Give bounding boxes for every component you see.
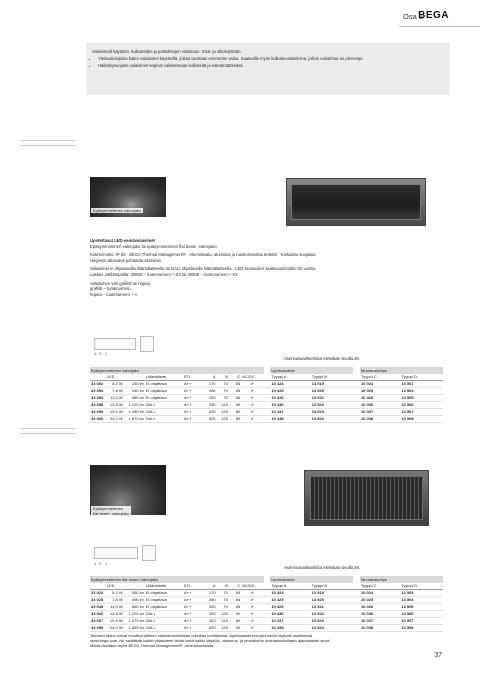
cell-ctl: Ei ohjattava — [145, 388, 183, 395]
header-rule — [399, 26, 480, 27]
cell-td: 13 508 — [400, 416, 443, 423]
cell-w: 7,8 W — [106, 388, 124, 395]
cell-etl: A++ — [183, 416, 201, 423]
cell-w: 5,2 W — [106, 590, 124, 597]
cell-w: 7,8 W — [106, 597, 124, 604]
cell-td: 13 505 — [400, 604, 443, 611]
cell-w: 19,5 W — [106, 409, 124, 416]
cell-td: 13 507 — [400, 409, 443, 416]
cell-b: 70 — [217, 388, 229, 395]
cell-ta: 10 437 — [270, 409, 310, 416]
margin-rule — [20, 140, 76, 141]
cell-td: 13 504 — [400, 597, 443, 604]
cell-lm: 1 480 lm — [124, 409, 145, 416]
cell-acdc: ✔ — [241, 388, 264, 395]
cell-w: 24,0 W — [106, 416, 124, 423]
cell-b: 125 — [217, 618, 229, 625]
electrical-text: Valaisimet ei ohjattavalla liitäntälaitteella tai DALI ohjattavalla liitäntälaitteella · LED-moduulien saatavuus/vaihto 20 vuotta. Lasken värilämpötila: 3000K – tuotenumero + K3 tai 4000K – tuotenumero + K4 — [90, 266, 317, 277]
cell-ctl: Ei ohjattava — [145, 395, 183, 402]
cell-c: 65 — [229, 604, 241, 611]
table-row — [90, 395, 443, 402]
cell-etl: A++ — [183, 395, 201, 402]
cell-no: 33 055 — [90, 395, 106, 402]
cell-ta: 10 438 — [270, 416, 310, 423]
table-row — [90, 590, 443, 597]
cell-no: 33 054 — [90, 388, 106, 395]
column-header: C — [229, 583, 241, 590]
cell-w: 11,0 W — [106, 604, 124, 611]
column-header: A — [201, 583, 217, 590]
cell-b: 125 — [217, 611, 229, 618]
margin-rule — [20, 145, 76, 146]
cell-lm: 1 870 lm — [124, 416, 145, 423]
cell-no: 33 052 — [90, 381, 106, 388]
cell-acdc: ✔ — [241, 395, 264, 402]
cell-no: 33 023 — [90, 590, 106, 597]
cell-c: 90 — [229, 611, 241, 618]
column-header: Tyyppi A — [270, 374, 310, 381]
column-header: Tyyppi D — [400, 583, 443, 590]
cell-acdc: ✔ — [241, 625, 263, 632]
dimension-markers: A · B · C — [94, 562, 108, 566]
cell-tb: 13 521 — [311, 395, 354, 402]
column-header: B — [217, 374, 229, 381]
cell-b: 70 — [217, 590, 229, 597]
photo-caption-line: flat beam -valonjako — [93, 511, 129, 516]
cell-ctl: Ei ohjattava — [145, 381, 183, 388]
table-row — [90, 381, 443, 388]
cell-b: 70 — [217, 604, 229, 611]
photo-caption: Epäsymmetrinen valonjako — [93, 208, 142, 213]
cell-td: 13 508 — [400, 625, 443, 632]
cell-tb: 13 522 — [311, 402, 354, 409]
materials-text: Kotelo/runko: IP 65 · BEGA Thermal Management® · Alumiinivalu, alumiinia ja ruostumatonta terästä · Karkaistu suojalasi. Heijastin alkovalus puhdasta alumiinia — [90, 252, 317, 263]
cell-tb: 13 523 — [311, 618, 354, 625]
cell-tc: 10 037 — [360, 409, 400, 416]
cell-c: 65 — [229, 388, 241, 395]
column-header: Tyyppi B — [311, 583, 354, 590]
cell-td: 13 507 — [400, 618, 443, 625]
cell-tc: 10 024 — [360, 381, 400, 388]
cell-lm: 495 lm — [124, 597, 145, 604]
cell-td: 13 502 — [400, 381, 443, 388]
cell-ctl: DALI — [145, 402, 183, 409]
cell-lm: 1 855 lm — [124, 625, 145, 632]
cell-tb: 13 520 — [311, 597, 354, 604]
cell-a: 260 — [201, 388, 217, 395]
cell-lm: 1 100 lm — [124, 402, 145, 409]
product-title: Upotettavat LED-seinävalaisimet — [90, 238, 155, 243]
cell-lm: 660 lm — [124, 604, 145, 611]
cell-tc: 10 038 — [360, 625, 400, 632]
cell-acdc: ✔ — [241, 416, 264, 423]
cell-a: 520 — [201, 416, 217, 423]
cell-ta: 10 425 — [270, 597, 310, 604]
cell-tc: 10 026 — [360, 604, 400, 611]
cell-b: 125 — [217, 416, 229, 423]
cell-acdc: ✔ — [241, 597, 263, 604]
cell-c: 80 — [229, 409, 241, 416]
cell-ta: 10 438 — [270, 625, 310, 632]
table-title: Epäsymmetrinen flat beam -valonjako — [90, 576, 264, 583]
cell-etl: A++ — [183, 625, 201, 632]
intro-bullet: • Häikäisysuojatut valaisimet sopivat valaisemaan kulkuteitä ja esteämättömästi. — [98, 63, 446, 69]
cell-tc: 10 037 — [360, 618, 400, 625]
cell-a: 520 — [201, 625, 217, 632]
footer-note: Tekniset tiedot voivat muuttua laitteen valmistustekniikan teknikan kehittyessä. Ajantasaiset tekniset tiedot löytyvät osoitteesta www.bega.com. Ne sisältävät kaikki valaisimen tiedot sekä kaikki käyttöä-, asennus- ja ympäristön ominaisuuksiltaan ajantasaiset arvot. Mikäli tarvitaan myös BEGA Thermal Management® -ominaisuuksista. — [90, 633, 331, 649]
cell-ctl: Ei ohjattava — [145, 597, 183, 604]
cell-etl: A++ — [183, 597, 201, 604]
front-drawing — [94, 338, 136, 350]
column-header: A — [201, 374, 217, 381]
cell-lm: 1 225 lm — [124, 611, 145, 618]
column-header: Tyyppi A — [270, 583, 310, 590]
cell-etl: A++ — [183, 402, 201, 409]
table-row — [90, 604, 443, 611]
cell-tc: 10 025 — [360, 388, 400, 395]
table-row — [90, 416, 443, 423]
cell-acdc: ✔ — [241, 409, 264, 416]
cell-ctl: DALI — [145, 611, 183, 618]
column-header: ETL — [183, 374, 201, 381]
cell-no: 33 060 — [90, 416, 106, 423]
cell-tb: 13 522 — [311, 611, 354, 618]
product-image — [286, 178, 426, 226]
cell-c: 65 — [229, 597, 241, 604]
cell-ctl: Ei ohjattava — [145, 604, 183, 611]
cell-b: 125 — [217, 409, 229, 416]
column-header: Tyyppi C — [360, 583, 400, 590]
table-title: Epäsymmetrinen valonjako — [90, 367, 264, 374]
cell-a: 330 — [201, 611, 217, 618]
cell-a: 420 — [201, 618, 217, 625]
cell-w: 14,8 W — [106, 611, 124, 618]
cell-ta: 10 424 — [270, 590, 310, 597]
cell-tc: 10 036 — [360, 611, 400, 618]
cell-tc: 10 038 — [360, 416, 400, 423]
table-row — [90, 402, 443, 409]
cell-a: 260 — [201, 597, 217, 604]
cell-acdc: ✔ — [241, 618, 263, 625]
cell-ta: 10 425 — [270, 388, 310, 395]
cell-a: 170 — [201, 590, 217, 597]
cell-a: 330 — [201, 402, 217, 409]
cell-b: 70 — [217, 395, 229, 402]
colors-label: Valaisimen väri grafiitti tai hopea — [90, 280, 150, 286]
cell-td: 13 506 — [400, 611, 443, 618]
column-header: Tyyppi D — [400, 374, 443, 381]
cell-ctl: Ei ohjattava — [145, 590, 183, 597]
cell-acdc: ✔ — [241, 611, 263, 618]
cell-b: 125 — [217, 402, 229, 409]
cell-b: 70 — [217, 381, 229, 388]
cell-tc: 10 025 — [360, 597, 400, 604]
cell-etl: A++ — [183, 618, 201, 625]
column-header: B — [217, 583, 229, 590]
cell-acdc: ✔ — [241, 590, 263, 597]
cell-c: 90 — [229, 402, 241, 409]
intro-text: Valaisimelt käyttöön, kulkuteiden ja portaikkojen valaisuun. Sisä- ja ulkokäyttöön. — [92, 49, 242, 54]
cell-ta: 10 436 — [270, 611, 310, 618]
cell-b: 70 — [217, 597, 229, 604]
product-table — [90, 367, 443, 423]
front-drawing — [94, 547, 138, 559]
page-number: 37 — [434, 652, 442, 659]
group-header-wall: Upotuskotelo — [270, 576, 353, 583]
dimension-markers: A · B · C — [94, 352, 108, 356]
cell-ta: 10 426 — [270, 395, 310, 402]
cell-c: 65 — [229, 381, 241, 388]
cell-a: 320 — [201, 395, 217, 402]
cell-ctl: DALI — [145, 625, 183, 632]
cell-ta: 10 437 — [270, 618, 310, 625]
cell-a: 320 — [201, 604, 217, 611]
margin-rule — [20, 433, 76, 434]
cell-no: 33 028 — [90, 597, 106, 604]
group-header-wall: Upotuskotelo — [270, 367, 353, 374]
cell-acdc: ✔ — [241, 604, 263, 611]
cell-w: 5,2 W — [106, 381, 124, 388]
column-header: Tyyppi B — [311, 374, 354, 381]
table-row — [90, 388, 443, 395]
cell-w: 14,8 W — [106, 402, 124, 409]
cell-etl: A++ — [183, 388, 201, 395]
column-header: LED — [106, 583, 145, 590]
group-header-frame: Muurauskehys — [360, 367, 443, 374]
cell-tb: 13 520 — [311, 388, 354, 395]
installation-reference: Asennusvaihtoehdot esitetään sivulla 29. — [284, 565, 360, 570]
cell-lm: 1 470 lm — [124, 618, 145, 625]
cell-tb: 13 524 — [311, 625, 354, 632]
side-drawing — [142, 545, 156, 561]
margin-rule — [20, 428, 76, 429]
cell-etl: A++ — [183, 409, 201, 416]
cell-etl: A++ — [183, 604, 201, 611]
cell-tb: 13 523 — [311, 409, 354, 416]
installation-reference: Asennusvaihtoehdot esitetään sivulla 29. — [284, 356, 360, 361]
cell-etl: A++ — [183, 611, 201, 618]
cell-lm: 340 lm — [124, 388, 145, 395]
table-row — [90, 625, 443, 632]
cell-c: 65 — [229, 590, 241, 597]
cell-w: 19,5 W — [106, 618, 124, 625]
cell-tb: 13 519 — [311, 381, 354, 388]
table-row — [90, 618, 443, 625]
cell-td: 13 503 — [400, 590, 443, 597]
column-header: Liitäntälaite — [145, 374, 183, 381]
cell-tb: 13 521 — [311, 604, 354, 611]
table-row — [90, 611, 443, 618]
cell-w: 11,0 W — [106, 395, 124, 402]
cell-c: 90 — [229, 625, 241, 632]
cell-ctl: DALI — [145, 416, 183, 423]
column-header: AC/DC — [241, 374, 264, 381]
cell-lm: 300 lm — [124, 590, 145, 597]
product-description — [90, 238, 330, 300]
photo-caption-line: Epäsymmetrinen — [93, 506, 124, 511]
cell-tb: 13 524 — [311, 416, 354, 423]
cell-td: 13 505 — [400, 395, 443, 402]
cell-b: 125 — [217, 625, 229, 632]
cell-ta: 10 426 — [270, 604, 310, 611]
column-header: Liitäntälaite — [145, 583, 183, 590]
color-option: hopea – tuotenumero + A — [90, 291, 138, 297]
cell-td: 13 504 — [400, 388, 443, 395]
cell-no: 33 042 — [90, 611, 106, 618]
cell-no: 33 040 — [90, 604, 106, 611]
column-header: LED — [106, 374, 145, 381]
cell-ctl: DALI — [145, 618, 183, 625]
table-row — [90, 597, 443, 604]
cell-a: 420 — [201, 409, 217, 416]
product-subtitle: Epäsymmetrinen valonjako tai epäsymmetrinen flat beam -valonjako — [90, 243, 217, 249]
cell-c: 80 — [229, 416, 241, 423]
group-header-frame: Muurauskehys — [360, 576, 443, 583]
cell-tb: 13 519 — [311, 590, 354, 597]
color-option: grafiitti – tuotenumero — [90, 286, 131, 292]
side-drawing — [140, 336, 154, 352]
cell-a: 170 — [201, 381, 217, 388]
product-image — [304, 470, 429, 526]
section-label: Osa 1 — [402, 12, 423, 21]
cell-no: 33 059 — [90, 409, 106, 416]
cell-c: 65 — [229, 395, 241, 402]
table-row — [90, 409, 443, 416]
cell-etl: A++ — [183, 590, 201, 597]
cell-lm: 480 lm — [124, 395, 145, 402]
cell-acdc: ✔ — [241, 402, 264, 409]
cell-lm: 230 lm — [124, 381, 145, 388]
cell-tc: 10 024 — [360, 590, 400, 597]
cell-etl: A++ — [183, 381, 201, 388]
cell-ta: 10 424 — [270, 381, 310, 388]
cell-acdc: ✔ — [241, 381, 264, 388]
column-header: Tyyppi C — [360, 374, 400, 381]
cell-w: 24,0 W — [106, 625, 124, 632]
intro-bullet: • Yleisvalaisijoina kuten valaisimet käytävillä, joissa tarvitaan enemmän valoa. Saatavilla myös kulkutievalaisimina, jolloin valotehoa on pienempi. — [98, 56, 446, 62]
cell-no: 33 058 — [90, 402, 106, 409]
cell-ta: 10 436 — [270, 402, 310, 409]
column-header: AC/DC — [241, 583, 263, 590]
cell-no: 33 098 — [90, 625, 106, 632]
column-header: ETL — [183, 583, 201, 590]
intro-box — [86, 43, 450, 95]
intro-bullets — [92, 56, 446, 69]
cell-td: 13 506 — [400, 402, 443, 409]
product-table — [90, 576, 443, 632]
photo-caption — [91, 506, 131, 516]
cell-c: 80 — [229, 618, 241, 625]
cell-tc: 10 036 — [360, 402, 400, 409]
cell-no: 33 067 — [90, 618, 106, 625]
column-header: C — [229, 374, 241, 381]
cell-ctl: DALI — [145, 409, 183, 416]
brand-logo: BEGA — [418, 10, 449, 21]
cell-tc: 10 026 — [360, 395, 400, 402]
